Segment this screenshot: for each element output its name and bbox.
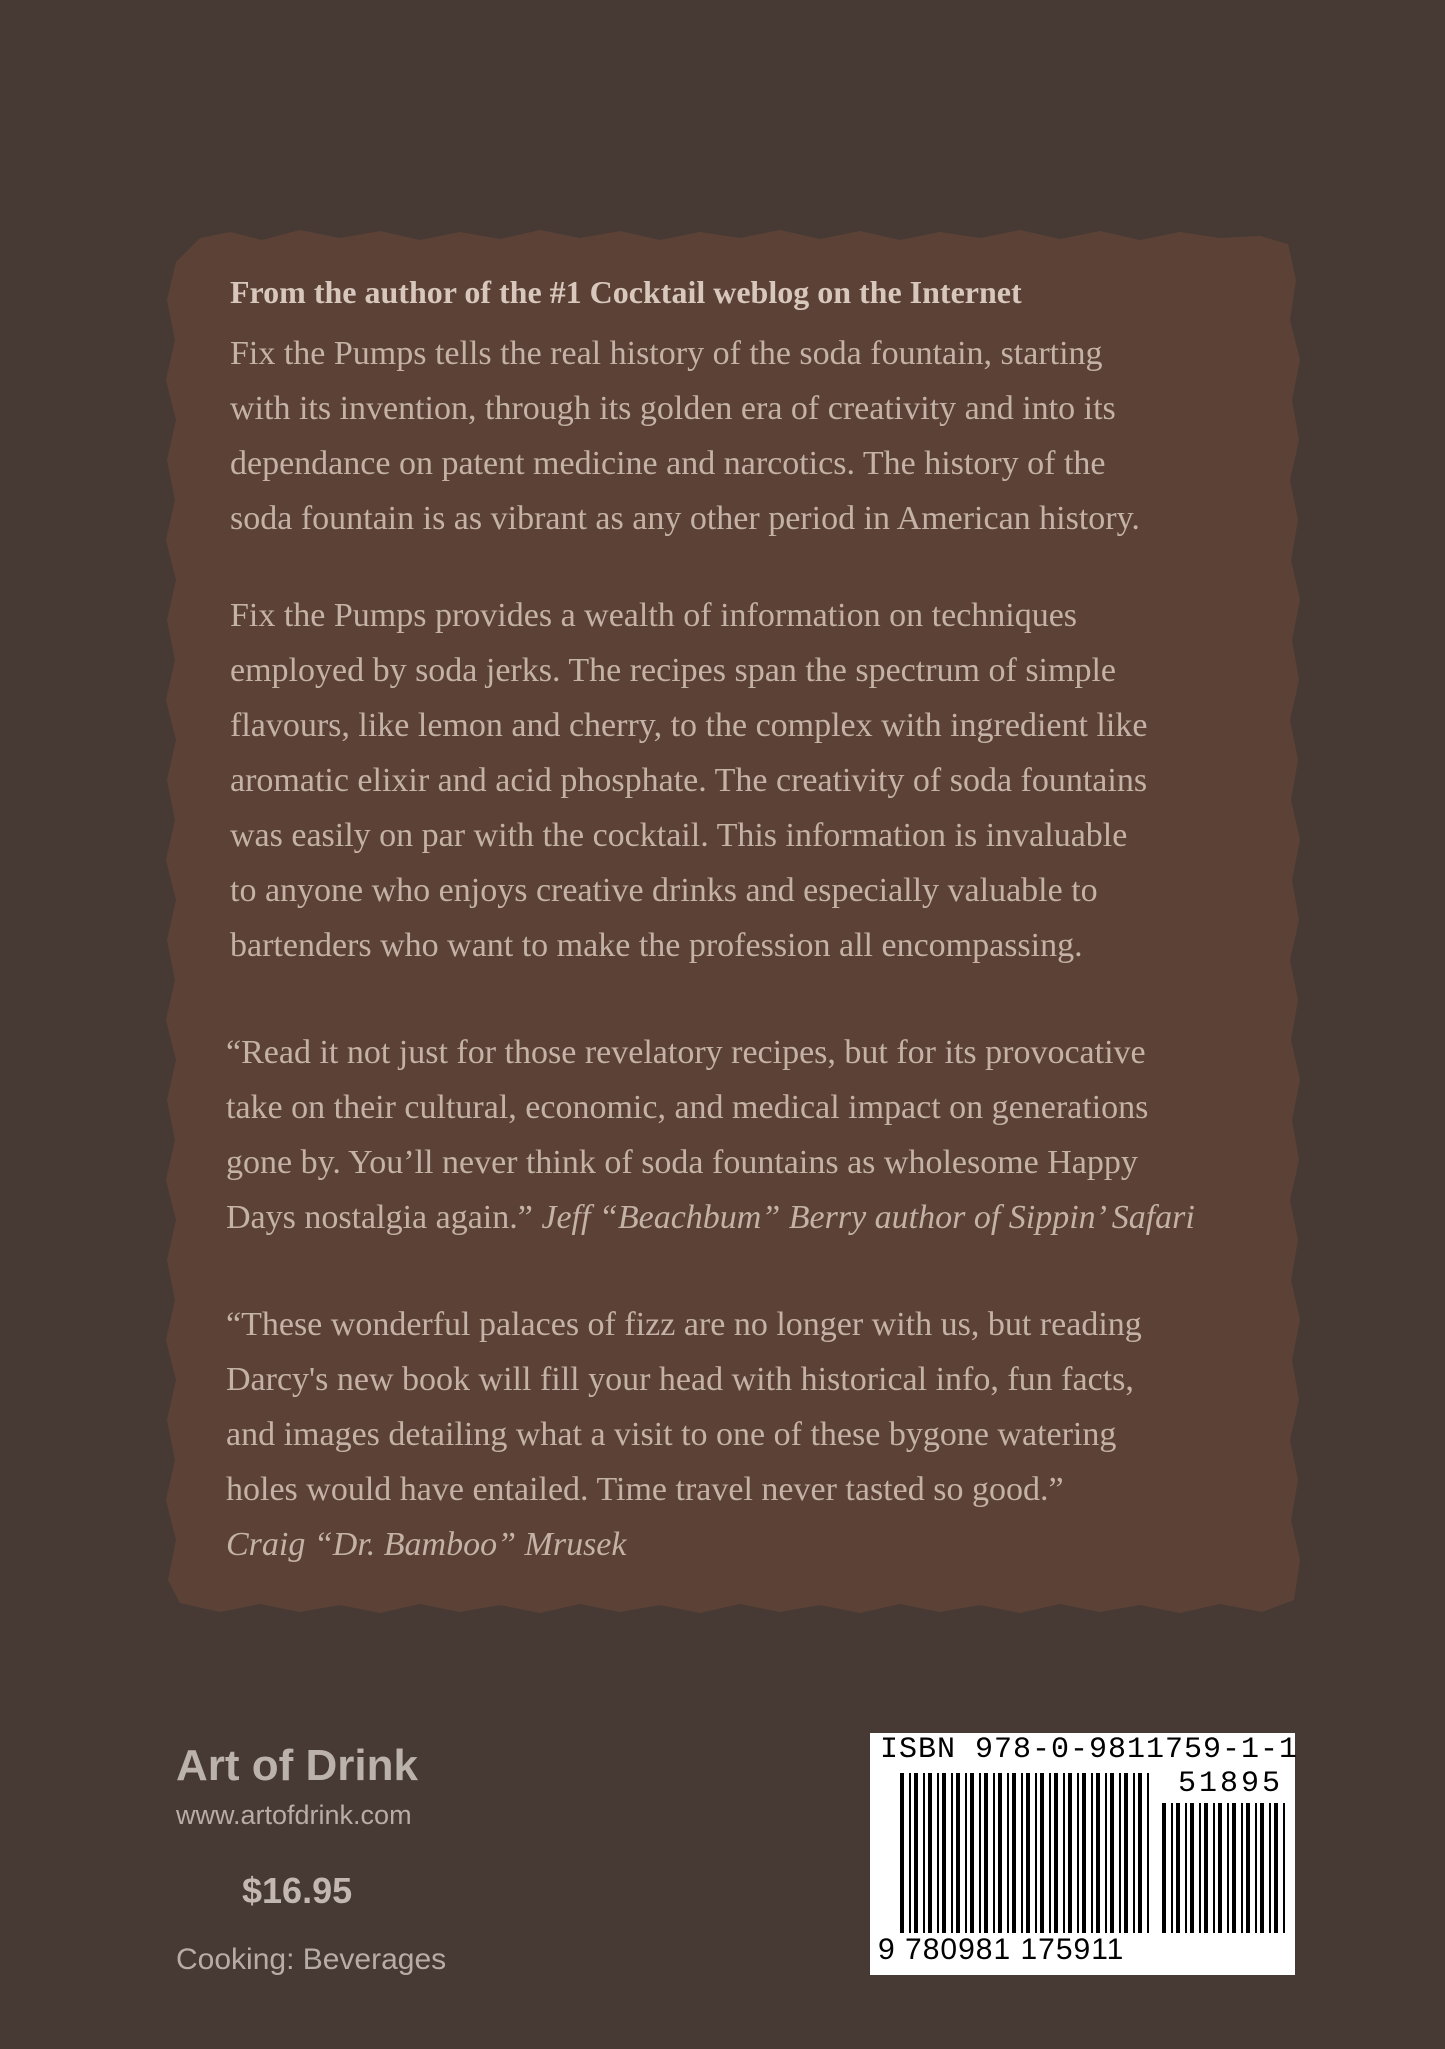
publisher-url: www.artofdrink.com: [176, 1800, 412, 1830]
barcode-bar: [923, 1773, 925, 1933]
paragraph-line: was easily on par with the cocktail. This information is invaluable: [230, 817, 1128, 854]
barcode-bar: [1021, 1773, 1023, 1933]
barcode-bar: [1260, 1803, 1264, 1933]
ean-digits: 9 780981 175911: [878, 1933, 1125, 1966]
barcode-bar: [1283, 1803, 1285, 1933]
paragraph-line: soda fountain is as vibrant as any other period in American history.: [230, 500, 1140, 537]
review-quote-1: [226, 1025, 1250, 1245]
barcode-bar: [951, 1773, 953, 1933]
barcode-bar: [1176, 1803, 1180, 1933]
quote-line: take on their cultural, economic, and medical impact on generations: [226, 1089, 1149, 1126]
barcode-bar: [998, 1773, 1002, 1933]
price: $16.95: [242, 1870, 353, 1911]
barcode-bar: [1124, 1773, 1128, 1933]
barcode-bar: [1133, 1773, 1135, 1933]
paragraph-line: Fix the Pumps tells the real history of the soda fountain, starting: [230, 335, 1103, 372]
quote-line: “These wonderful palaces of fizz are no longer with us, but reading: [226, 1306, 1142, 1343]
barcode-bar: [909, 1773, 911, 1933]
barcode-bar: [914, 1773, 918, 1933]
barcode-bar: [1269, 1803, 1271, 1933]
publisher-block: [176, 1740, 446, 1978]
barcode-bar: [1232, 1803, 1236, 1933]
quote-line: holes would have entailed. Time travel never tasted so good.”: [226, 1471, 1064, 1508]
quote-attribution: Craig “Dr. Bamboo” Mrusek: [226, 1526, 627, 1563]
quote-line: gone by. You’ll never think of soda fountains as wholesome Happy: [226, 1144, 1138, 1181]
barcode-bar: [979, 1773, 981, 1933]
barcode-bar: [1213, 1803, 1215, 1933]
paragraph-line: flavours, like lemon and cherry, to the complex with ingredient like: [230, 707, 1148, 744]
barcode-bar: [937, 1773, 939, 1933]
barcode-bar: [1077, 1773, 1079, 1933]
barcode-bar: [1204, 1803, 1208, 1933]
barcode-bar: [1110, 1773, 1114, 1933]
barcode-bar: [1227, 1803, 1229, 1933]
description-paragraph-2: [230, 588, 1250, 973]
barcode-bar: [1199, 1803, 1201, 1933]
barcode-bar: [1068, 1773, 1072, 1933]
paragraph-line: Fix the Pumps provides a wealth of information on techniques: [230, 597, 1078, 634]
tagline: From the author of the #1 Cocktail weblog on the Internet: [230, 274, 1022, 310]
barcode-bar: [1035, 1773, 1037, 1933]
barcode-bar: [1012, 1773, 1016, 1933]
barcode-bar: [1091, 1773, 1093, 1933]
barcode-bar: [1138, 1773, 1142, 1933]
barcode-bar: [956, 1773, 960, 1933]
barcode-bar: [970, 1773, 974, 1933]
barcode-bar: [1026, 1773, 1030, 1933]
barcode-bar: [1162, 1803, 1166, 1933]
isbn-label: ISBN 978-0-9811759-1-1: [880, 1733, 1299, 1767]
barcode-bar: [1246, 1803, 1250, 1933]
quote-line: Darcy's new book will fill your head with historical info, fun facts,: [226, 1361, 1134, 1398]
barcode-bar: [993, 1773, 995, 1933]
barcode-bar: [1241, 1803, 1243, 1933]
barcode-bar: [1007, 1773, 1009, 1933]
barcode-bar: [1171, 1803, 1173, 1933]
barcode-bar: [900, 1773, 904, 1933]
barcode-bar: [1119, 1773, 1121, 1933]
barcode-bar: [1054, 1773, 1058, 1933]
barcode-bar: [1082, 1773, 1086, 1933]
quote-line: and images detailing what a visit to one of these bygone watering: [226, 1416, 1117, 1453]
back-cover-text: [226, 270, 1250, 1572]
price-code: 51895: [1177, 1767, 1283, 1801]
barcode-bar: [1105, 1773, 1107, 1933]
barcode-bar: [942, 1773, 946, 1933]
barcode-bar: [1218, 1803, 1222, 1933]
paragraph-line: aromatic elixir and acid phosphate. The creativity of soda fountains: [230, 762, 1148, 799]
paragraph-line: employed by soda jerks. The recipes span the spectrum of simple: [230, 652, 1116, 689]
paragraph-line: bartenders who want to make the profession all encompassing.: [230, 927, 1083, 964]
barcode-bar: [1147, 1773, 1149, 1933]
quote-line: [226, 1190, 1246, 1245]
quote-last-line: Days nostalgia again.”: [226, 1199, 533, 1236]
quote-line: “Read it not just for those revelatory recipes, but for its provocative: [226, 1034, 1146, 1071]
category: Cooking: Beverages: [176, 1943, 447, 1976]
barcode-bar: [1096, 1773, 1100, 1933]
isbn-barcode: [870, 1733, 1299, 1975]
paragraph-line: to anyone who enjoys creative drinks and especially valuable to: [230, 872, 1098, 909]
paragraph-line: with its invention, through its golden era of creativity and into its: [230, 390, 1116, 427]
barcode-bar: [1063, 1773, 1065, 1933]
paragraph-line: dependance on patent medicine and narcotics. The history of the: [230, 445, 1106, 482]
barcode-bar: [984, 1773, 988, 1933]
barcode-bar: [928, 1773, 932, 1933]
publisher-name: Art of Drink: [176, 1741, 418, 1790]
quote-attribution: Jeff “Beachbum” Berry author of Sippin’ Safari: [541, 1199, 1195, 1236]
barcode-bar: [1185, 1803, 1187, 1933]
barcode-bar: [1255, 1803, 1257, 1933]
review-quote-2: [226, 1297, 1250, 1572]
description-paragraph-1: [230, 326, 1250, 546]
barcode-bar: [1274, 1803, 1278, 1933]
barcode-bar: [1040, 1773, 1044, 1933]
barcode-bar: [965, 1773, 967, 1933]
barcode-bar: [1049, 1773, 1051, 1933]
barcode-bar: [1190, 1803, 1194, 1933]
